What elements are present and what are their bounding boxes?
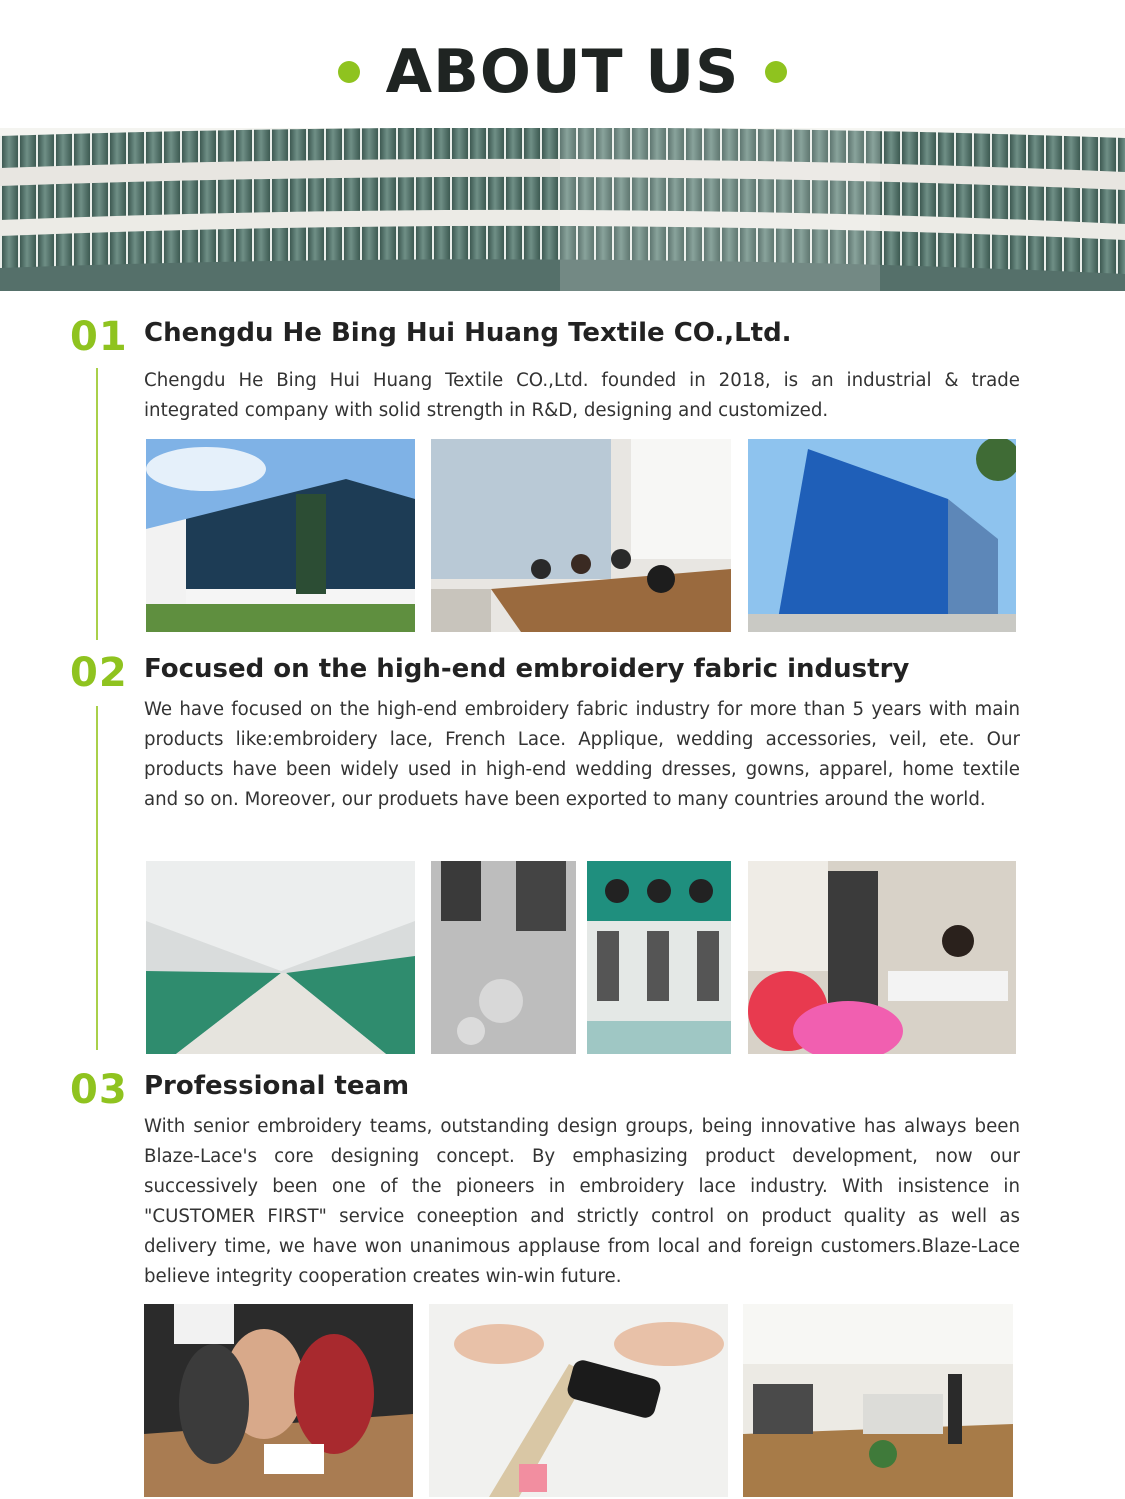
photo-glass-tower xyxy=(748,439,1016,632)
section-heading-industry: Focused on the high-end embroidery fabric industry xyxy=(144,654,910,684)
photo-team-meeting xyxy=(144,1304,413,1497)
section-heading-company: Chengdu He Bing Hui Huang Textile CO.,Ltd. xyxy=(144,318,792,348)
section-heading-team: Professional team xyxy=(144,1071,410,1101)
hero-building-banner xyxy=(0,128,1125,291)
bullet-dot-right xyxy=(765,61,787,83)
section-divider-line xyxy=(96,706,98,1050)
section-divider-line xyxy=(96,368,98,640)
bullet-dot-left xyxy=(338,61,360,83)
page-title: ABOUT US xyxy=(385,37,740,107)
page-header xyxy=(0,32,1125,112)
section-text-company: Chengdu He Bing Hui Huang Textile CO.,Ltd. founded in 2018, is an industrial & trade integrated company with solid strength in R&D, designing and customized. xyxy=(144,370,1020,421)
photo-embroidery-machine xyxy=(431,861,576,1054)
photo-design-drafting xyxy=(429,1304,728,1497)
section-number-03: 03 xyxy=(70,1067,128,1113)
photo-factory-floor xyxy=(146,861,415,1054)
section-number-01: 01 xyxy=(70,314,128,360)
section-number-02: 02 xyxy=(70,650,128,696)
photo-open-office xyxy=(743,1304,1013,1497)
photo-sewing-workshop xyxy=(748,861,1016,1054)
photo-meeting-room xyxy=(431,439,731,632)
section-text-team: With senior embroidery teams, outstanding design groups, being innovative has always been Blaze-Lace's core designing concept. By emphasizing product development, now our successively been one of the pioneers in embroidery lace industry. With insistence in "CUSTOMER FIRST" service coneeption and strictly control on product quality as well as delivery time, we have won unanimous applause from local and foreign customers.Blaze-Lace believe integrity cooperation creates win-win future. xyxy=(144,1116,1020,1287)
section-text-industry: We have focused on the high-end embroidery fabric industry for more than 5 years with main products like:embroidery lace, French Lace. Applique, wedding accessories, veil, ete. Our products have been widely used in high-end wedding dresses, gowns, apparel, home textile and so on. Moreover, our produets have been exported to many countries around the world. xyxy=(144,699,1020,810)
photo-machine-heads xyxy=(587,861,731,1054)
photo-office-building xyxy=(146,439,415,632)
